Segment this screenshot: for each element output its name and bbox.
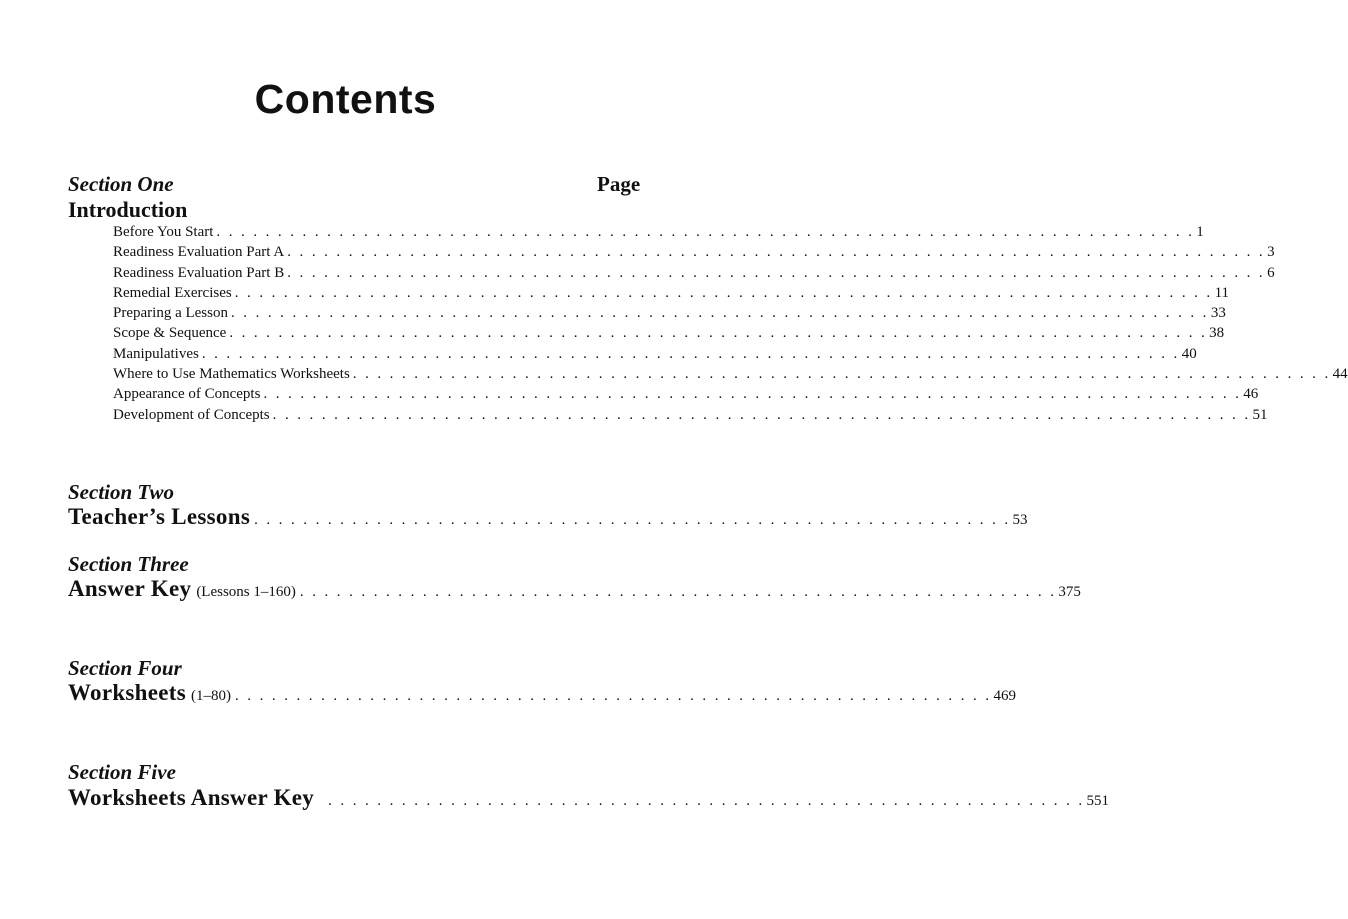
entry-note: (Lessons 1–160) <box>196 584 296 600</box>
entry-page: 1 <box>1196 224 1204 240</box>
toc-entry <box>113 244 1275 264</box>
entry-heading: Teacher’s Lessons <box>68 504 251 529</box>
entry-title: Readiness Evaluation Part A <box>113 244 285 261</box>
entry-page: 44 <box>1332 366 1348 383</box>
section-four-label: Section Four <box>68 656 182 680</box>
entry-page: 33 <box>1210 305 1226 322</box>
entry-page: 11 <box>1214 284 1230 301</box>
dot-leader: . . . . . . . . . . . . . . . . . . . . . . . . . . . . . . . . . . . . . . . . . . . . . . . . . . . . . . . . . . . . . . <box>299 584 1057 600</box>
dot-leader: . . . . . . . . . . . . . . . . . . . . . . . . . . . . . . . . . . . . . . . . . . . . . . . . . . . . . . . . . . . . . . . . . . . . . . . . . . . . . . . . <box>287 244 1266 261</box>
section-one-label: Section One <box>68 172 174 196</box>
entry-page: 51 <box>1252 406 1268 423</box>
section-two-label: Section Two <box>68 480 174 504</box>
entry-page: 6 <box>1267 264 1275 281</box>
entry-heading: Worksheets Answer Key <box>68 785 315 810</box>
toc-entry <box>113 264 1275 285</box>
entry-heading: Answer Key <box>68 576 192 601</box>
toc-entry <box>113 305 1226 325</box>
entry-title: Appearance of Concepts <box>113 386 261 403</box>
entry-title: Before You Start <box>113 224 214 240</box>
toc-entry <box>113 406 1268 427</box>
dot-leader: . . . . . . . . . . . . . . . . . . . . . . . . . . . . . . . . . . . . . . . . . . . . . . . . . . . . . . . . . . . . . . . . . . . . . . . . . . . . . . . . <box>263 386 1242 403</box>
dot-leader: . . . . . . . . . . . . . . . . . . . . . . . . . . . . . . . . . . . . . . . . . . . . . . . . . . . . . . . . . . . . . . <box>254 512 1011 528</box>
entry-page: 375 <box>1058 584 1081 600</box>
toc-entry-teachers-lessons <box>68 504 1028 530</box>
entry-title: Scope & Sequence <box>113 325 227 342</box>
entry-page: 3 <box>1267 244 1275 261</box>
toc-entry-worksheets-answer-key <box>68 785 1110 811</box>
toc-entry <box>113 325 1225 345</box>
entry-title: Readiness Evaluation Part B <box>113 264 285 281</box>
page-title: Contents <box>254 76 437 122</box>
entry-note: (1–80) <box>191 688 231 704</box>
entry-page: 551 <box>1086 793 1110 809</box>
entry-page: 38 <box>1209 325 1225 342</box>
entry-page: 40 <box>1181 345 1197 362</box>
entry-heading: Worksheets <box>68 680 186 705</box>
dot-leader: . . . . . . . . . . . . . . . . . . . . . . . . . . . . . . . . . . . . . . . . . . . . . . . . . . . . . . . . . . . . . . . . . . . . . . . . . . . . . . . . <box>216 224 1195 240</box>
entry-page: 46 <box>1243 386 1259 403</box>
entry-title: Remedial Exercises <box>113 284 232 301</box>
dot-leader: . . . . . . . . . . . . . . . . . . . . . . . . . . . . . . . . . . . . . . . . . . . . . . . . . . . . . . . . . . . . . . . . . . . . . . . . . . . . . . . . <box>229 325 1208 342</box>
introduction-entries <box>113 224 1348 427</box>
entry-title: Preparing a Lesson <box>113 305 228 322</box>
section-five-label: Section Five <box>68 760 176 784</box>
toc-entry <box>113 224 1204 244</box>
toc-entry-worksheets <box>68 680 1016 706</box>
dot-leader: . . . . . . . . . . . . . . . . . . . . . . . . . . . . . . . . . . . . . . . . . . . . . . . . . . . . . . . . . . . . . . . . . . . . . . . . . . . . . . . . <box>287 264 1266 281</box>
toc-entry <box>113 284 1230 305</box>
entry-page: 469 <box>993 688 1016 704</box>
toc-entry <box>113 366 1348 386</box>
entry-title: Development of Concepts <box>113 406 270 423</box>
toc-entry-answer-key <box>68 576 1081 602</box>
page-column-header: Page <box>597 172 641 196</box>
dot-leader: . . . . . . . . . . . . . . . . . . . . . . . . . . . . . . . . . . . . . . . . . . . . . . . . . . . . . . . . . . . . . . . . . . . . . . . . . . . . . . . . <box>272 406 1251 423</box>
dot-leader: . . . . . . . . . . . . . . . . . . . . . . . . . . . . . . . . . . . . . . . . . . . . . . . . . . . . . . . . . . . . . . . . . . . . . . . . . . . . . . . . <box>230 305 1209 322</box>
dot-leader: . . . . . . . . . . . . . . . . . . . . . . . . . . . . . . . . . . . . . . . . . . . . . . . . . . . . . . . . . . . . . . . . . . . . . . . . . . . . . . . . <box>201 345 1180 362</box>
dot-leader: . . . . . . . . . . . . . . . . . . . . . . . . . . . . . . . . . . . . . . . . . . . . . . . . . . . . . . . . . . . . . . . . . . . . . . . . . . . . . . . . <box>234 284 1213 301</box>
toc-entry <box>113 386 1259 406</box>
dot-leader: . . . . . . . . . . . . . . . . . . . . . . . . . . . . . . . . . . . . . . . . . . . . . . . . . . . . . . . . . . . . . . . . . . . . . . . . . . . . . . . . <box>352 366 1331 383</box>
dot-leader: . . . . . . . . . . . . . . . . . . . . . . . . . . . . . . . . . . . . . . . . . . . . . . . . . . . . . . . . . . . . . . <box>328 793 1085 809</box>
section-three-label: Section Three <box>68 552 189 576</box>
entry-page: 53 <box>1012 512 1028 528</box>
entry-title: Manipulatives <box>113 345 199 362</box>
toc-entry <box>113 345 1197 366</box>
section-one-heading: Introduction <box>68 197 188 222</box>
dot-leader: . . . . . . . . . . . . . . . . . . . . . . . . . . . . . . . . . . . . . . . . . . . . . . . . . . . . . . . . . . . . . . <box>235 688 992 704</box>
entry-title: Where to Use Mathematics Worksheets <box>113 366 350 383</box>
